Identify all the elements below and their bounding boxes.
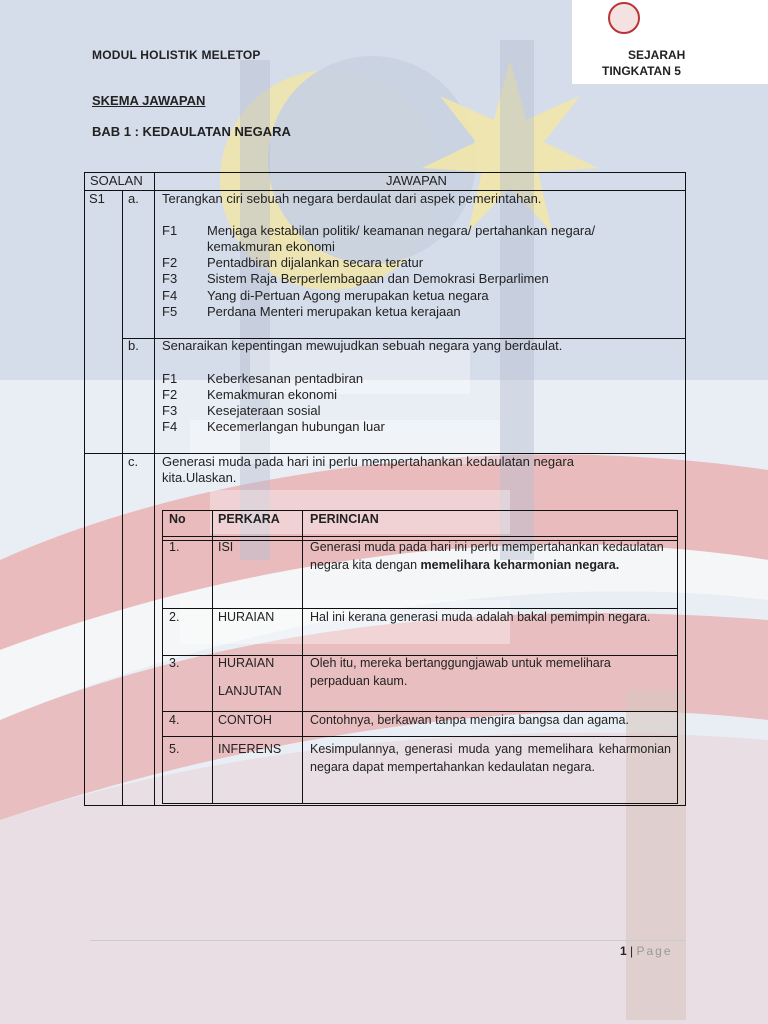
inner-row-rule (162, 736, 678, 737)
point-code: F1 (162, 371, 178, 386)
page-number: 1 (620, 944, 627, 958)
row-no: 4. (169, 713, 180, 727)
header-subject-box (572, 0, 768, 84)
row-perincian: Hal ini kerana generasi muda adalah bakal pemimpin negara. (310, 610, 651, 624)
row-no: 1. (169, 540, 180, 554)
row-perkara: HURAIAN (218, 656, 275, 670)
page-title: SKEMA JAWAPAN (92, 93, 206, 108)
inner-col-divider (302, 510, 303, 804)
row-perincian: Contohnya, berkawan tanpa mengira bangsa dan agama. (310, 713, 629, 727)
row-perkara: HURAIAN (218, 610, 275, 624)
part-a-label: a. (128, 191, 139, 206)
header-subject: SEJARAH (628, 48, 686, 62)
row-perkara: CONTOH (218, 713, 272, 727)
inner-header-no: No (169, 512, 186, 526)
point-text: Menjaga kestabilan politik/ keamanan negara/ pertahankan negara/ (207, 223, 596, 238)
university-crest-icon (608, 2, 640, 34)
header-module-name: MODUL HOLISTIK MELETOP (92, 48, 261, 62)
table-border-left (84, 172, 85, 806)
point-text: Sistem Raja Berperlembagaan dan Demokrasi Berparlimen (207, 271, 549, 286)
point-text: Pentadbiran dijalankan secara teratur (207, 255, 424, 270)
point-code: F4 (162, 419, 178, 434)
table-subcol-divider (122, 190, 123, 806)
point-code: F1 (162, 223, 178, 238)
row-no: 5. (169, 742, 180, 756)
row-no: 2. (169, 610, 180, 624)
point-text: Perdana Menteri merupakan ketua kerajaan (207, 304, 461, 319)
part-c-question-line2: kita.Ulaskan. (162, 470, 237, 485)
table-border-bottom (84, 805, 686, 806)
table-border-right (685, 172, 686, 806)
footer-rule (90, 940, 686, 941)
part-b-question: Senaraikan kepentingan mewujudkan sebuah negara yang berdaulat. (162, 338, 563, 353)
row-perkara: INFERENS (218, 742, 282, 756)
inner-header-perkara: PERKARA (218, 512, 280, 526)
row-perkara-continued: LANJUTAN (218, 684, 282, 698)
page-footer (620, 944, 673, 958)
row-perincian: Generasi muda pada hari ini perlu mempertahankan kedaulatan negara kita dengan memelihara keharmonian negara. (310, 540, 664, 572)
point-text: Kesejateraan sosial (207, 403, 321, 418)
point-code: F4 (162, 288, 178, 303)
table-col-divider (154, 172, 155, 806)
inner-border-left (162, 510, 163, 804)
point-text-continued: kemakmuran ekonomi (207, 239, 335, 254)
point-text: Keberkesanan pentadbiran (207, 371, 364, 386)
inner-header-rule (162, 536, 678, 537)
chapter-title: BAB 1 : KEDAULATAN NEGARA (92, 124, 291, 139)
inner-header-perincian: PERINCIAN (310, 512, 379, 526)
inner-col-divider (212, 510, 213, 804)
part-a-question: Terangkan ciri sebuah negara berdaulat dari aspek pemerintahan. (162, 191, 542, 206)
table-border-top (84, 172, 686, 173)
row-no: 3. (169, 656, 180, 670)
point-code: F3 (162, 403, 178, 418)
point-code: F2 (162, 255, 178, 270)
inner-border-right (677, 510, 678, 804)
point-text: Yang di-Pertuan Agong merupakan ketua negara (207, 288, 489, 303)
header-form: TINGKATAN 5 (602, 64, 681, 78)
question-number: S1 (89, 191, 105, 206)
row-perkara: ISI (218, 540, 234, 554)
row-perincian: Oleh itu, mereka bertanggungjawab untuk memelihara perpaduan kaum. (310, 656, 611, 688)
point-code: F3 (162, 271, 178, 286)
point-code: F2 (162, 387, 178, 402)
point-code: F5 (162, 304, 178, 319)
inner-border-bottom (162, 803, 678, 804)
row-perincian: Kesimpulannya, generasi muda yang memelihara keharmonian negara dapat mempertahankan kedaulatan negara. (310, 742, 671, 774)
essay-structure-table (162, 510, 678, 804)
page-label: Page (636, 944, 673, 958)
part-c-question-line1: Generasi muda pada hari ini perlu mempertahankan kedaulatan negara (162, 454, 574, 469)
part-b-label: b. (128, 338, 139, 353)
point-text: Kemakmuran ekonomi (207, 387, 338, 402)
page-separator: | (626, 944, 637, 958)
point-text: Kecemerlangan hubungan luar (207, 419, 385, 434)
column-header-jawapan: JAWAPAN (386, 173, 447, 188)
row-perincian-emphasis: memelihara keharmonian negara. (420, 558, 620, 572)
part-c-label: c. (128, 454, 139, 469)
column-header-soalan: SOALAN (90, 173, 143, 188)
